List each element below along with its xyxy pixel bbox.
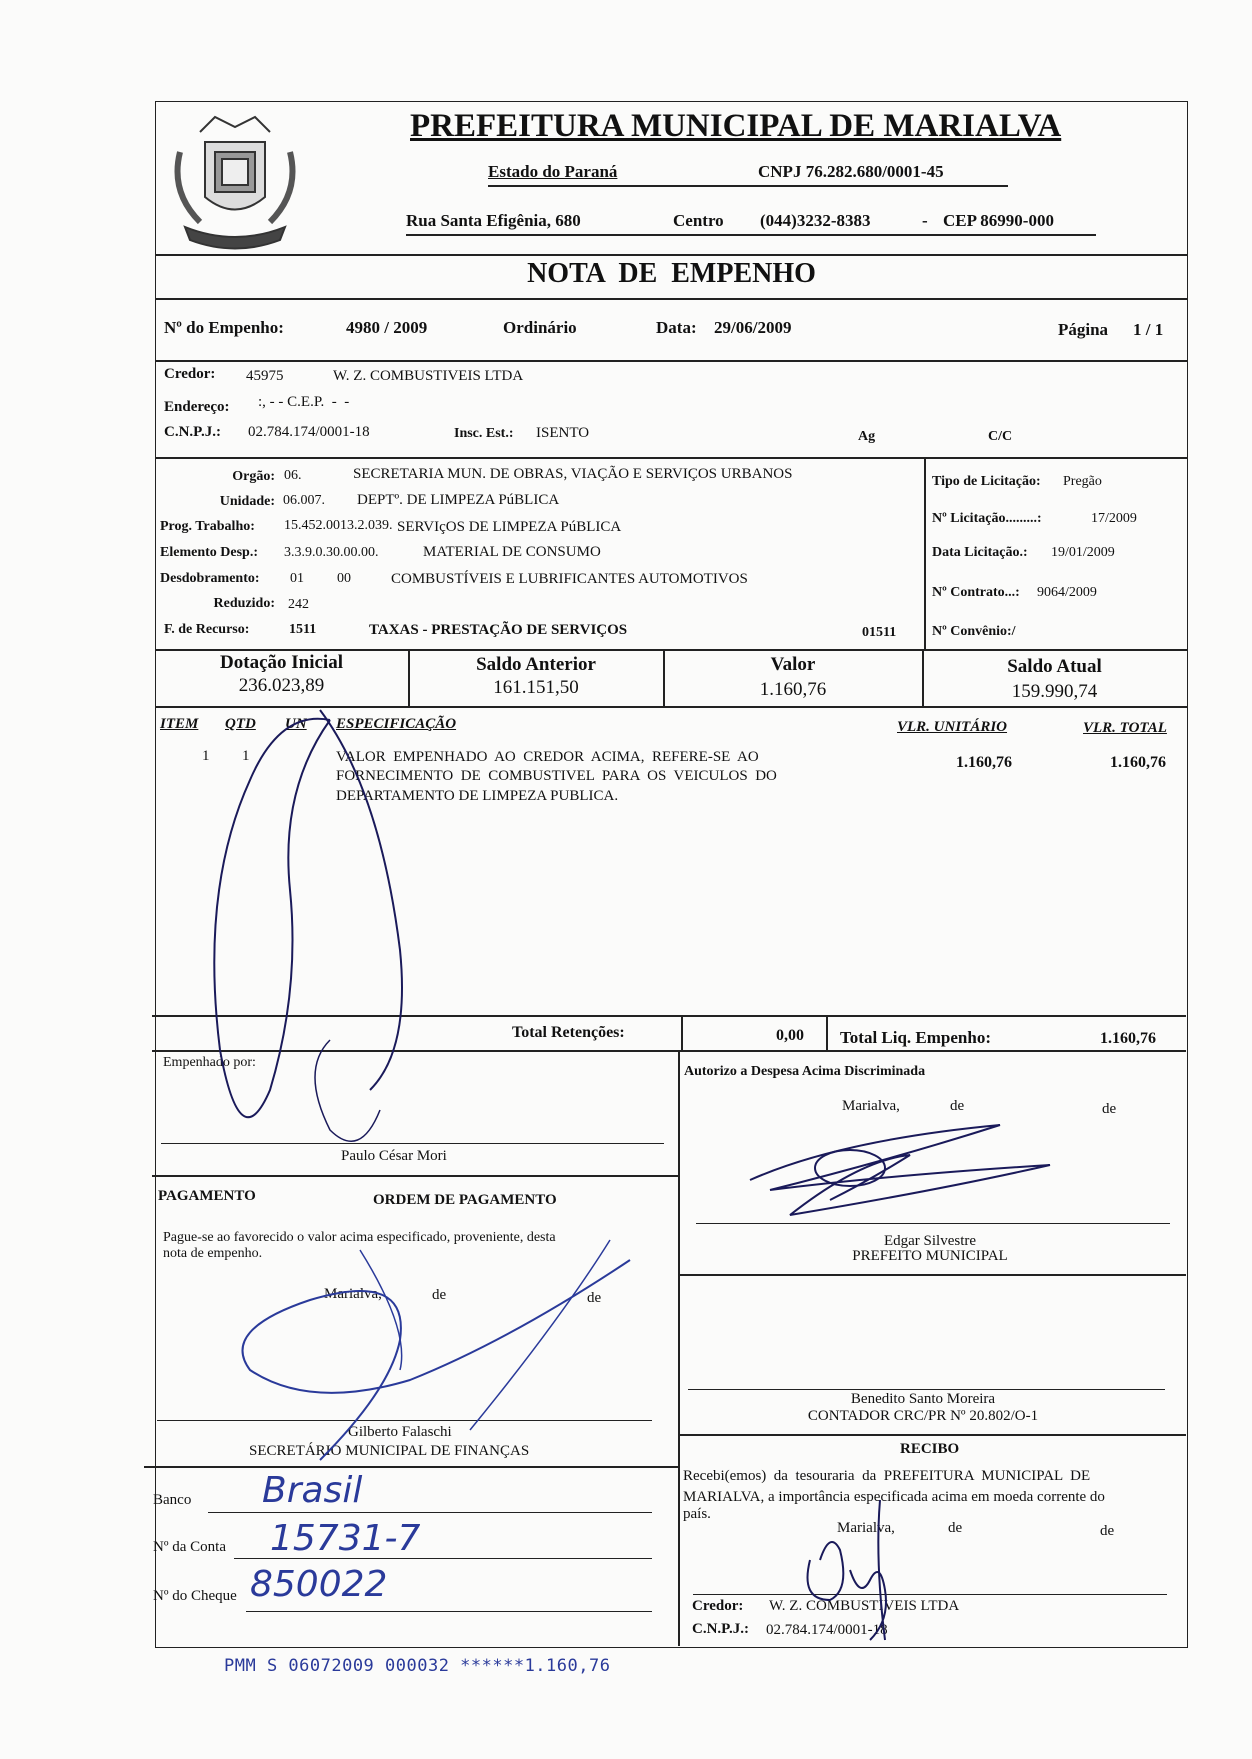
field-line xyxy=(208,1512,652,1513)
pagamento-city: Marialva, xyxy=(324,1286,382,1302)
autorizo-city: Marialva, xyxy=(842,1098,900,1114)
contrato: 9064/2009 xyxy=(1037,585,1097,600)
elemento-label: Elemento Desp.: xyxy=(160,545,258,560)
autorizo-de1: de xyxy=(950,1098,965,1114)
recibo-text-line2: MARIALVA, a importância especificada acima em moeda corrente do xyxy=(683,1489,1105,1505)
cheque-label: Nº do Cheque xyxy=(153,1588,237,1604)
dotacao-label: Dotação Inicial xyxy=(220,652,343,673)
credor-cnpj: 02.784.174/0001-18 xyxy=(248,424,370,440)
recibo-text-line3: país. xyxy=(683,1506,711,1522)
insc-value: ISENTO xyxy=(536,425,590,441)
tipo-licitacao-label: Tipo de Licitação: xyxy=(932,474,1041,489)
desdobramento-code1: 01 xyxy=(290,571,304,586)
tipo-licitacao: Pregão xyxy=(1063,474,1102,489)
signature-line xyxy=(688,1389,1165,1390)
phone: (044)3232-8383 xyxy=(760,211,871,230)
cheque-handwritten: 850022 xyxy=(250,1564,388,1605)
total-liq-value: 1.160,76 xyxy=(1100,1030,1156,1047)
recurso-code: 1511 xyxy=(289,622,317,637)
prog-name: SERVIçOS DE LIMPEZA PúBLICA xyxy=(397,519,622,535)
item-esp-line3: DEPARTAMENTO DE LIMPEZA PUBLICA. xyxy=(336,788,619,804)
page-num: 1 / 1 xyxy=(1133,320,1164,339)
data-licitacao: 19/01/2009 xyxy=(1051,545,1115,560)
hline xyxy=(155,360,1188,362)
field-line xyxy=(246,1611,652,1612)
elemento-code: 3.3.9.0.30.00.00. xyxy=(284,545,379,560)
unidade-label: Unidade: xyxy=(219,494,275,509)
empenhado-label: Empenhado por: xyxy=(163,1055,256,1070)
secretario-name: Gilberto Falaschi xyxy=(348,1424,452,1440)
desdobramento-name: COMBUSTÍVEIS E LUBRIFICANTES AUTOMOTIVOS xyxy=(391,571,748,587)
empenho-type: Ordinário xyxy=(503,318,577,337)
total-retencoes-label: Total Retenções: xyxy=(512,1024,625,1041)
recibo-signature xyxy=(790,1480,910,1650)
orgao-name: SECRETARIA MUN. DE OBRAS, VIAÇÃO E SERVIÇOS URBANOS xyxy=(353,466,793,482)
item-qtd: 1 xyxy=(242,748,250,764)
credor-name: W. Z. COMBUSTIVEIS LTDA xyxy=(333,368,524,384)
saldo-atual-label: Saldo Atual xyxy=(1007,656,1102,677)
item-esp-line1: VALOR EMPENHADO AO CREDOR ACIMA, REFERE-SE AO xyxy=(336,749,759,765)
prefeito-signature xyxy=(740,1120,1060,1230)
hline xyxy=(155,649,1188,651)
col-un: UN xyxy=(285,716,307,732)
prog-label: Prog. Trabalho: xyxy=(160,519,255,534)
hline xyxy=(155,298,1188,300)
conta-label: Nº da Conta xyxy=(153,1539,226,1555)
data-licitacao-label: Data Licitação.: xyxy=(932,545,1028,560)
convenio-label: Nº Convênio:/ xyxy=(932,624,1016,639)
credor-address: :, - - C.E.P. - - xyxy=(258,394,350,410)
credor-cnpj-label: C.N.P.J.: xyxy=(164,424,221,440)
valor-label: Valor xyxy=(770,654,816,675)
elemento-name: MATERIAL DE CONSUMO xyxy=(423,544,601,560)
reduzido-label: Reduzido: xyxy=(213,596,275,611)
recurso-name: TAXAS - PRESTAÇÃO DE SERVIÇOS xyxy=(369,622,628,638)
doc-title: NOTA DE EMPENHO xyxy=(527,258,816,289)
saldo-atual-value: 159.990,74 xyxy=(1011,681,1098,702)
autorizo-label: Autorizo a Despesa Acima Discriminada xyxy=(684,1064,926,1079)
prog-code: 15.452.0013.2.039. xyxy=(284,518,393,533)
signature-line xyxy=(693,1594,1167,1595)
orgao-label: Orgão: xyxy=(232,469,275,484)
hline xyxy=(155,254,1188,256)
recibo-cnpj: 02.784.174/0001-18 xyxy=(766,1622,888,1638)
recurso-label: F. de Recurso: xyxy=(164,622,250,637)
secretario-signature xyxy=(210,1230,640,1470)
recibo-title: RECIBO xyxy=(900,1441,960,1457)
empenho-num: 4980 / 2009 xyxy=(346,318,428,337)
contador-role: CONTADOR CRC/PR Nº 20.802/O-1 xyxy=(807,1408,1039,1424)
col-qtd: QTD xyxy=(225,716,256,732)
item-esp-line2: FORNECIMENTO DE COMBUSTIVEL PARA OS VEICULOS DO xyxy=(336,768,777,784)
vline xyxy=(924,458,926,650)
recibo-city: Marialva, xyxy=(837,1520,895,1536)
state-name: Estado do Paraná xyxy=(488,162,618,181)
empenhado-signature xyxy=(180,690,440,1150)
num-licitacao: 17/2009 xyxy=(1091,511,1137,526)
valor-value: 1.160,76 xyxy=(759,679,827,700)
item-number: 1 xyxy=(202,748,210,764)
col-item: ITEM xyxy=(160,716,199,732)
coat-of-arms-emblem xyxy=(160,102,310,252)
reduzido-code: 242 xyxy=(288,597,309,612)
vline xyxy=(681,1016,683,1050)
pagamento-label: PAGAMENTO xyxy=(158,1188,256,1204)
vline xyxy=(678,1051,680,1646)
secretario-role: SECRETÁRIO MUNICIPAL DE FINANÇAS xyxy=(249,1443,530,1459)
credor-address-label: Endereço: xyxy=(164,399,230,415)
empenhado-name: Paulo César Mori xyxy=(341,1148,447,1164)
banco-handwritten: Brasil xyxy=(262,1470,363,1511)
insc-label: Insc. Est.: xyxy=(454,426,514,441)
recibo-credor: W. Z. COMBUSTIVEIS LTDA xyxy=(769,1598,960,1614)
item-vlr-unitario: 1.160,76 xyxy=(956,754,1012,771)
desdobramento-code2: 00 xyxy=(337,571,351,586)
recibo-credor-label: Credor: xyxy=(692,1598,744,1614)
district: Centro xyxy=(673,211,724,230)
header-rule-2 xyxy=(406,234,1096,236)
desdobramento-label: Desdobramento: xyxy=(160,571,260,586)
empenho-num-label: Nº do Empenho: xyxy=(164,318,284,337)
pagamento-de1: de xyxy=(432,1287,447,1303)
recibo-text-line1: Recebi(emos) da tesouraria da PREFEITURA MUNICIPAL DE xyxy=(683,1468,1091,1484)
processing-stamp: PMM S 06072009 000032 ******1.160,76 xyxy=(224,1656,611,1676)
separator-dash: - xyxy=(922,211,928,230)
col-vlr-total: VLR. TOTAL xyxy=(1083,720,1167,736)
orgao-code: 06. xyxy=(284,468,302,483)
pagamento-de2: de xyxy=(587,1290,602,1306)
recibo-de1: de xyxy=(948,1520,963,1536)
col-vlr-unitario: VLR. UNITÁRIO xyxy=(897,719,1008,735)
credor-code: 45975 xyxy=(246,368,284,384)
credor-label: Credor: xyxy=(164,366,216,382)
col-especificacao: ESPECIFICAÇÃO xyxy=(336,716,457,732)
saldo-anterior-label: Saldo Anterior xyxy=(476,654,596,675)
saldo-anterior-value: 161.151,50 xyxy=(493,677,579,698)
banco-label: Banco xyxy=(153,1492,192,1508)
contrato-label: Nº Contrato...: xyxy=(932,585,1020,600)
num-licitacao-label: Nº Licitação.........: xyxy=(932,511,1042,526)
prefeito-name: Edgar Silvestre xyxy=(883,1233,977,1249)
pagamento-text-line1: Pague-se ao favorecido o valor acima especificado, proveniente, desta xyxy=(163,1230,556,1245)
cnpj-header: CNPJ 76.282.680/0001-45 xyxy=(758,162,944,181)
ag-label: Ag xyxy=(858,429,876,444)
hline xyxy=(679,1434,1186,1436)
page-label: Página xyxy=(1058,320,1109,339)
unidade-code: 06.007. xyxy=(283,493,325,508)
total-retencoes-value: 0,00 xyxy=(776,1027,804,1044)
municipality-title: PREFEITURA MUNICIPAL DE MARIALVA xyxy=(410,108,1062,144)
dotacao-value: 236.023,89 xyxy=(238,675,325,696)
empenho-date-label: Data: xyxy=(656,318,697,337)
cep: CEP 86990-000 xyxy=(943,211,1054,230)
recurso-code2: 01511 xyxy=(862,625,897,640)
empenho-date: 29/06/2009 xyxy=(714,318,792,337)
total-liq-label: Total Liq. Empenho: xyxy=(840,1028,991,1047)
hline xyxy=(155,457,1188,459)
street-address: Rua Santa Efigênia, 680 xyxy=(406,211,581,230)
cc-label: C/C xyxy=(988,429,1013,444)
hline xyxy=(152,1175,679,1177)
hline xyxy=(679,1274,1186,1276)
recibo-cnpj-label: C.N.P.J.: xyxy=(692,1621,749,1637)
item-vlr-total: 1.160,76 xyxy=(1110,754,1166,771)
pagamento-text-line2: nota de empenho. xyxy=(163,1246,263,1261)
conta-handwritten: 15731-7 xyxy=(270,1518,421,1559)
header-rule-1 xyxy=(488,185,1008,187)
prefeito-role: PREFEITO MUNICIPAL xyxy=(852,1248,1008,1264)
vline xyxy=(826,1016,828,1050)
unidade-name: DEPTº. DE LIMPEZA PúBLICA xyxy=(357,492,560,508)
recibo-de2: de xyxy=(1100,1523,1115,1539)
contador-name: Benedito Santo Moreira xyxy=(850,1391,996,1407)
ordem-pagamento-label: ORDEM DE PAGAMENTO xyxy=(373,1192,557,1208)
autorizo-de2: de xyxy=(1102,1101,1117,1117)
